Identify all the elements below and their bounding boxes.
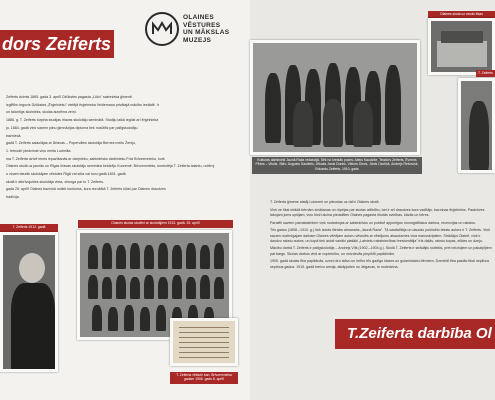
bio-paragraph: gada 25. aprīlī Olaines bazniņā notiek konkurss, kura rezultātā T. Zeiferts kļūst par Olaines draudzes [6,187,166,192]
logo-text [183,14,229,44]
bio-paragraph: gadā T. Zeiferts salaulājas ar Ārlavas – Popervāles skolotāja Bernes meitu Ženiju, [6,141,136,146]
bio-paragraph: bažniecā. [6,133,22,138]
letter-document-image [170,318,238,366]
work-paragraph: T. Zeiferta ģimene atstāj Lubezeri un pārceļas uz dzīvi Olaines skolā. [270,200,380,204]
panel-title-right: T.Zeiferta darbība Ol [335,319,495,349]
biography-text [6,95,234,203]
group-photo [250,40,420,155]
logo-line-1: OLAINES [183,14,214,21]
museum-logo [145,12,255,52]
bio-paragraph: ma T. Zeiferta dzīvē ienes iepazīšanās ar dzejnieku, sabiedrisko darbinieku Frici Brīvzemnieku, kurš [6,156,165,161]
bio-paragraph: izglītību ieguvis Džūkstes „Ērģelnieku" vietējā ērģelnieka Veidemaņa privātajā mācību iestādē. Ir [6,102,159,107]
bio-paragraph: 1886. g. T. Zeiferts turpina studijas Irlavas skolotāju seminārā. Studiju laikā iegūst arī ērģelnieka [6,118,159,123]
bio-paragraph: skolā ir atbrīvojušies skolotāja vieta, zīmoga par to T. Zeiferts. [6,179,105,184]
group-photo-caption: Kulturas darbinieki Jaunā Raža redakcijā. Sēž no kreisās puses: Aleks Kaudzīte, Teodors Zeiferts, Ēvrenis Pēlcis – Vitolis. Stāv: Augusts Saulietis, Jēkabs Janis Dunks, Viktors Dinzs, Jānis Ozoliņš, Andrejs Rešoviņš, Eduards Zeiferts, 1910. gads [252,157,422,174]
portrait-caption: T. Zeiferts 1912. gadā [0,224,58,232]
zeiferts-portrait [0,232,58,372]
logo-line-3: UN MĀKSLAS [183,29,230,36]
logo-line-4: MUZEJS [183,36,212,44]
bio-paragraph: Zeiferts dzimis 1865. gada 3. aprīlī Džūkstes pagasta „Lūžu" saimnieka ģimenē. [6,95,133,99]
right-mid-photo-caption: T. Zeiferts [476,70,495,77]
work-paragraph: Viņš ne tikai strādā bērnām zināšanas un rūpējas par skolas attīstību, bet ir arī draudzes kora vadītājs, bazniņas ērģelnieks. Paskrūves labojam jums opšijam, viņu bieži aicina piedalīties Olaines pagasta rīkotās svinības, kāzās un bēres. [270,207,485,217]
work-text [270,200,492,272]
panel-title-left: dors Zeiferts [0,30,114,58]
letter-caption: T. Zeiferta vēstule kan. Brīvzemnieka gadam 1906. gads 8. aprīlī [170,372,238,384]
zeiferts-photo-right [458,78,495,173]
logo-line-2: VĒSTURES [183,21,221,29]
bio-paragraph: un talantīgs skolnieks, skolas aizņēma zeiņi. [6,110,77,115]
bio-paragraph: u viņam biezāk skolotājam vēstules Rīgā vai sūta vai tuvu gadā 1891. gadā [6,172,126,177]
work-paragraph: Paralēli saviem pamatdarbiem viņš nodarbojas ar sabiedrisko un publicē apjomīgus monogrāfiskus darbus, recenzijas un rakstus. [270,220,476,225]
bio-paragraph: Olaines skolā uz jaunās un Rīgas Irlavas skolotāju semināra beidzēju Kurzemē. Brīvzemnieks, kontrolēja T. Zeiferta talantu, noīēmj [6,164,215,169]
bio-paragraph: tradīcija. [6,195,20,200]
school-building-photo [428,18,495,75]
work-paragraph: Trīs gadus (1898.–1910. g.) tiek izdots literārs almanahs „Jaunā Raža". Tā sastādītājs un daudzu publicēto tekstu autors ir T. Zeiferts. Viņš savam nozīmīgajam darbam Olaines vērtējam autoru vēstulēs ar vēstījumu atsauksmes viņa manuskriptiem. Strādājot Olainē, viņš ir daudzu rakstu autors, un kopā tiek izdoti vairāki plašāki „Latviešu rakstniecības hrestomātija" trīs daļās, rakstu kopas, etīdes un dzeju. [270,228,490,243]
work-paragraph: Mācību darbā T. Zeiferts ir palīgskolotājs – Andrejs Vīļš (1902.–1904.g.). Skolā T. Zeiferts ir strādājis notiekts, pret neizlojiem un pakalpījiem pat bargs. Skolas darbus viņš ar nopietnību, un neizdevās piepildīt papildinām. [270,246,492,256]
logo-emblem-icon [145,12,179,46]
school-photo-caption: Olaines skolas skolēni ar skolotājiem 1913. gadā. 25. aprīlī [78,220,233,228]
bio-paragraph: 1. februārī piedzimst viņu meita Ludmilla. [6,148,72,153]
right-top-photo-caption: Olaines skola uz vecās ēkas [428,11,495,18]
work-paragraph: 1909. gadā skolas ēka papildinās, uzceļ otro stāvu un ierīko trīs gadīgo klases un guļamistabu bērniem, Dzenēdī ēka pastāv tikai nepilnus septiņus gadus. 1915. gadā kreivu armija, atkāpjoties no Jelgavas, to nodedzina. [270,259,490,269]
bio-paragraph: ju. 1884. gadā viņš saņem pilnu ģimnāzijas diploma tiek nosūtīts par palīgskolotāju [6,125,138,130]
